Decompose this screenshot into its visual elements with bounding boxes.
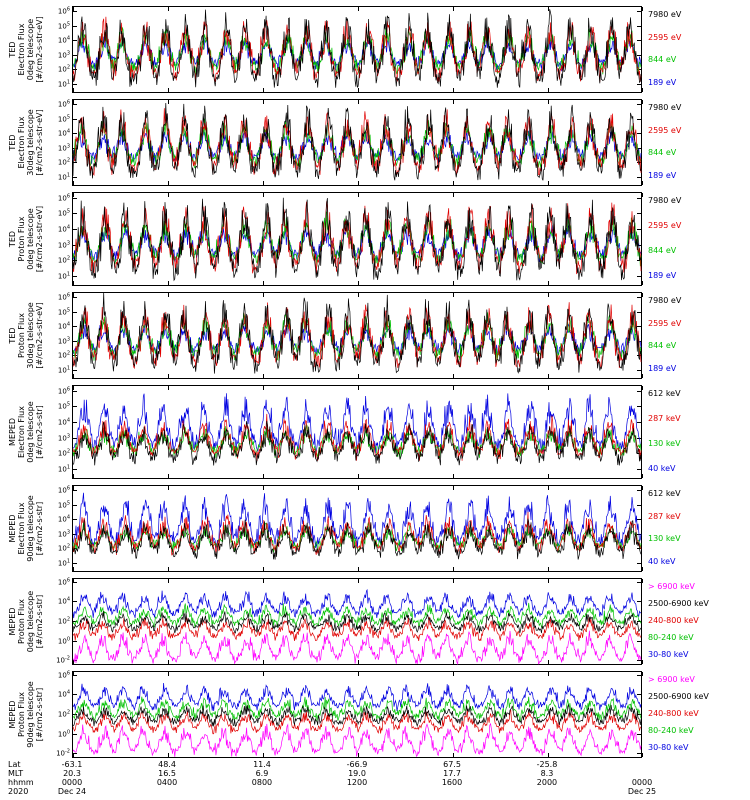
y-tick-label: $10^3$: [57, 143, 70, 153]
x-tick-mark: [642, 181, 643, 185]
data-traces: [73, 386, 641, 478]
y-axis-title-ted-proton-0deg: [8, 192, 44, 286]
y-axis-title-line: [#/cm2-s-str-eV]: [35, 109, 44, 176]
legend-entry: 189 eV: [648, 271, 677, 280]
x-axis-tick-value: Dec 24: [57, 787, 87, 796]
y-axis-title-line: Proton Flux: [17, 313, 26, 358]
legend-meped-electron-90deg: [648, 489, 681, 566]
legend-entry: 240-800 keV: [648, 616, 699, 625]
legend-entry: > 6900 keV: [648, 675, 695, 684]
y-axis-title-line: [#/cm2-s-str-eV]: [35, 16, 44, 83]
x-axis-tick-value: 20.3: [63, 769, 81, 778]
y-tick-label: $10^2$: [57, 255, 70, 266]
x-tick-mark: [642, 193, 643, 197]
x-axis-tick-value: 2000: [536, 778, 558, 787]
y-axis-title-line: MEPED: [8, 607, 17, 636]
legend-entry: 612 keV: [648, 489, 681, 498]
x-tick-mark: [642, 374, 643, 378]
x-tick-mark: [642, 660, 643, 664]
legend-entry: 287 keV: [648, 414, 681, 423]
x-axis-tick-value: 48.4: [158, 760, 176, 769]
legend-entry: 7980 eV: [648, 296, 682, 305]
series-trace: [73, 9, 641, 88]
y-axis-title-line: [#/cm2-s-str]: [35, 405, 44, 459]
y-axis-title-line: Proton Flux: [17, 599, 26, 644]
x-axis-row-label-mlt: MLT: [8, 769, 24, 778]
y-tick-label: $10^4$: [57, 321, 70, 332]
legend-meped-proton-0deg: [648, 582, 709, 659]
x-axis-tick-value: 6.9: [255, 769, 269, 778]
x-axis-tick-value: -63.1: [61, 760, 83, 769]
y-tick-label: $10^5$: [57, 401, 70, 412]
legend-entry: 2595 eV: [648, 221, 682, 230]
y-tick-label: $10^6$: [57, 193, 70, 203]
y-tick-label: $10^5$: [57, 500, 70, 510]
legend-entry: 844 eV: [648, 246, 677, 255]
y-axis-title-meped-electron-90deg: [8, 485, 44, 572]
y-axis-title-line: [#/cm2-s-str]: [35, 501, 44, 556]
legend-entry: 612 keV: [648, 389, 681, 398]
y-tick-label: $10^2$: [57, 709, 70, 719]
x-tick-mark: [642, 486, 643, 490]
x-axis-tick-value: 19.0: [348, 769, 366, 778]
legend-meped-proton-90deg: [648, 675, 709, 752]
y-tick-label: $10^4$: [57, 224, 70, 234]
y-tick-label: $10^6$: [57, 99, 70, 110]
y-tick-label: $10^1$: [57, 271, 70, 281]
y-tick-label: $10^6$: [57, 485, 70, 496]
y-tick-label: $10^1$: [57, 365, 70, 375]
legend-entry: 30-80 keV: [648, 650, 689, 659]
y-tick-label: $10^3$: [57, 50, 70, 60]
y-tick-label: $10^2$: [57, 448, 70, 459]
legend-entry: 189 eV: [648, 170, 677, 180]
x-tick-mark: [642, 88, 643, 92]
series-trace: [73, 302, 641, 368]
legend-entry: 130 keV: [648, 439, 681, 448]
y-tick-label: $10^6$: [57, 6, 70, 17]
legend-entry: 7980 eV: [648, 103, 682, 112]
legend-entry: 7980 eV: [648, 196, 682, 205]
x-tick-mark: [642, 7, 643, 11]
legend-entry: 2500-6900 keV: [648, 692, 709, 701]
y-tick-label: $10^4$: [57, 417, 70, 427]
legend-entry: 7980 eV: [648, 10, 682, 19]
y-axis-title-line: Electron Flux: [17, 502, 26, 555]
x-tick-mark: [642, 100, 643, 104]
y-axis-title-line: 30deg telescope: [26, 302, 35, 369]
x-tick-mark: [642, 281, 643, 285]
y-axis-title-line: Electron Flux: [17, 406, 26, 458]
legend-entry: 2595 eV: [648, 125, 682, 135]
y-axis-title-line: 0deg telescope: [26, 18, 35, 81]
legend-entry: 130 keV: [648, 534, 681, 544]
plot-panel-ted-proton-30deg: [57, 292, 642, 379]
plot-panel-ted-electron-30deg: [57, 99, 642, 186]
legend-entry: 30-80 keV: [648, 743, 689, 752]
y-tick-label: $10^{-2}$: [56, 748, 70, 758]
x-axis-tick-value: 1600: [441, 778, 463, 787]
data-traces: [73, 579, 641, 664]
y-tick-label: $10^6$: [57, 386, 70, 396]
y-tick-label: $10^5$: [57, 208, 70, 219]
x-axis-tick-value: 67.5: [443, 760, 461, 769]
y-tick-label: $10^2$: [57, 350, 70, 361]
x-axis-tick-value: -25.8: [536, 760, 558, 769]
y-tick-label: $10^3$: [57, 240, 70, 250]
y-axis-title-line: MEPED: [8, 418, 17, 446]
y-tick-label: $10^5$: [57, 114, 70, 124]
plot-panel-meped-electron-0deg: [57, 385, 642, 479]
x-axis-tick-value: 16.5: [158, 769, 176, 778]
legend-entry: 189 eV: [648, 77, 677, 87]
y-tick-label: $10^4$: [57, 596, 70, 607]
y-axis-title-line: TED: [8, 230, 17, 248]
data-traces: [73, 672, 641, 757]
y-axis-title-line: 0deg telescope: [26, 401, 35, 463]
y-tick-label: $10^2$: [57, 543, 70, 554]
series-trace: [73, 293, 641, 374]
x-axis-row-label-hhmm: hhmm: [8, 778, 34, 787]
legend-entry: 2500-6900 keV: [648, 599, 709, 608]
legend-ted-proton-30deg: [648, 296, 681, 373]
y-tick-label: $10^0$: [57, 635, 70, 646]
legend-entry: 80-240 keV: [648, 726, 694, 735]
plot-panel-ted-proton-0deg: [57, 192, 642, 286]
x-axis-tick-value: 0000: [631, 778, 653, 787]
x-tick-mark: [642, 567, 643, 571]
y-axis-title-line: 90deg telescope: [26, 681, 35, 748]
y-tick-label: $10^6$: [57, 292, 70, 303]
plot-panel-ted-electron-0deg: [57, 6, 642, 93]
y-axis-title-line: [#/cm2-s-str-eV]: [35, 302, 44, 369]
legend-entry: 40 keV: [648, 464, 676, 473]
legend-entry: 240-800 keV: [648, 709, 699, 718]
x-tick-mark: [642, 293, 643, 297]
y-tick-label: $10^4$: [57, 128, 70, 139]
data-traces: [73, 7, 641, 92]
y-tick-label: $10^5$: [57, 21, 70, 31]
legend-entry: 2595 eV: [648, 318, 682, 328]
y-tick-label: $10^1$: [57, 464, 70, 474]
y-axis-title-line: [#/cm2-s-str]: [35, 594, 44, 649]
y-tick-label: $10^6$: [57, 670, 70, 680]
y-tick-label: $10^6$: [57, 577, 70, 587]
x-axis-tick-value: 1200: [346, 778, 368, 787]
y-tick-label: $10^0$: [57, 728, 70, 739]
x-axis-row-label-2020: 2020: [8, 787, 29, 796]
legend-entry: 844 eV: [648, 148, 677, 158]
x-tick-mark: [642, 579, 643, 583]
x-axis-tick-value: 0400: [156, 778, 178, 787]
y-axis-title-line: Electron Flux: [17, 23, 26, 76]
y-axis-title-ted-proton-30deg: [8, 292, 44, 379]
series-trace: [73, 198, 641, 281]
data-traces: [73, 100, 641, 185]
y-tick-label: $10^1$: [57, 172, 70, 182]
y-tick-label: $10^3$: [57, 529, 70, 539]
plot-panel-meped-electron-90deg: [57, 485, 642, 572]
y-axis-title-line: TED: [8, 41, 17, 58]
data-traces: [73, 293, 641, 378]
y-axis-title-line: 30deg telescope: [26, 109, 35, 176]
y-tick-label: $10^2$: [57, 157, 70, 168]
y-axis-title-line: Electron Flux: [17, 116, 26, 169]
legend-ted-proton-0deg: [648, 196, 681, 280]
legend-entry: > 6900 keV: [648, 582, 695, 591]
series-trace: [73, 724, 641, 757]
y-axis-title-line: 90deg telescope: [26, 495, 35, 562]
y-tick-label: $10^1$: [57, 79, 70, 89]
y-axis-title-meped-proton-90deg: [8, 671, 44, 758]
x-tick-mark: [642, 386, 643, 390]
legend-meped-electron-0deg: [648, 389, 681, 473]
y-axis-title-line: MEPED: [8, 514, 17, 543]
y-axis-title-line: [#/cm2-s-str]: [35, 687, 44, 742]
y-axis-title-line: TED: [8, 134, 17, 151]
y-axis-title-line: Proton Flux: [17, 692, 26, 737]
y-tick-label: $10^4$: [57, 689, 70, 700]
y-tick-label: $10^4$: [57, 514, 70, 525]
legend-ted-electron-30deg: [648, 103, 681, 180]
y-axis-title-ted-electron-30deg: [8, 99, 44, 186]
y-axis-title-line: 0deg telescope: [26, 590, 35, 653]
y-tick-label: $10^{-2}$: [56, 655, 70, 665]
y-axis-title-line: MEPED: [8, 700, 17, 729]
legend-ted-electron-0deg: [648, 10, 681, 87]
data-traces: [73, 486, 641, 571]
plot-panel-meped-proton-90deg: [56, 670, 642, 758]
x-axis-tick-value: 0800: [251, 778, 273, 787]
x-axis-tick-value: -66.9: [346, 760, 368, 769]
y-axis-title-line: 0deg telescope: [26, 208, 35, 270]
y-tick-label: $10^3$: [57, 433, 70, 443]
data-traces: [73, 193, 641, 285]
x-axis-tick-value: Dec 25: [627, 787, 657, 796]
x-axis-tick-value: 0000: [61, 778, 83, 787]
x-tick-mark: [642, 672, 643, 676]
x-axis-tick-value: 17.7: [443, 769, 461, 778]
y-axis-title-line: [#/cm2-s-str-eV]: [35, 205, 44, 273]
x-tick-mark: [642, 474, 643, 478]
y-tick-label: $10^2$: [57, 616, 70, 626]
x-axis-row-label-lat: Lat: [8, 760, 21, 769]
x-tick-mark: [642, 753, 643, 757]
legend-entry: 287 keV: [648, 511, 681, 521]
y-axis-title-meped-electron-0deg: [8, 385, 44, 479]
legend-entry: 189 eV: [648, 363, 677, 373]
y-tick-label: $10^5$: [57, 307, 70, 317]
legend-entry: 80-240 keV: [648, 633, 694, 642]
y-tick-label: $10^3$: [57, 336, 70, 346]
x-axis-tick-value: 11.4: [253, 760, 271, 769]
x-axis-tick-value: 8.3: [540, 769, 554, 778]
legend-entry: 2595 eV: [648, 32, 682, 42]
legend-entry: 844 eV: [648, 341, 677, 351]
plot-panel-meped-proton-0deg: [56, 577, 642, 665]
y-axis-title-meped-proton-0deg: [8, 578, 44, 665]
y-axis-title-ted-electron-0deg: [8, 6, 44, 93]
y-axis-title-line: Proton Flux: [17, 216, 26, 262]
y-tick-label: $10^1$: [57, 558, 70, 568]
y-tick-label: $10^2$: [57, 64, 70, 75]
y-tick-label: $10^4$: [57, 35, 70, 46]
legend-entry: 844 eV: [648, 55, 677, 65]
y-axis-title-line: TED: [8, 327, 17, 344]
legend-entry: 40 keV: [648, 556, 676, 566]
